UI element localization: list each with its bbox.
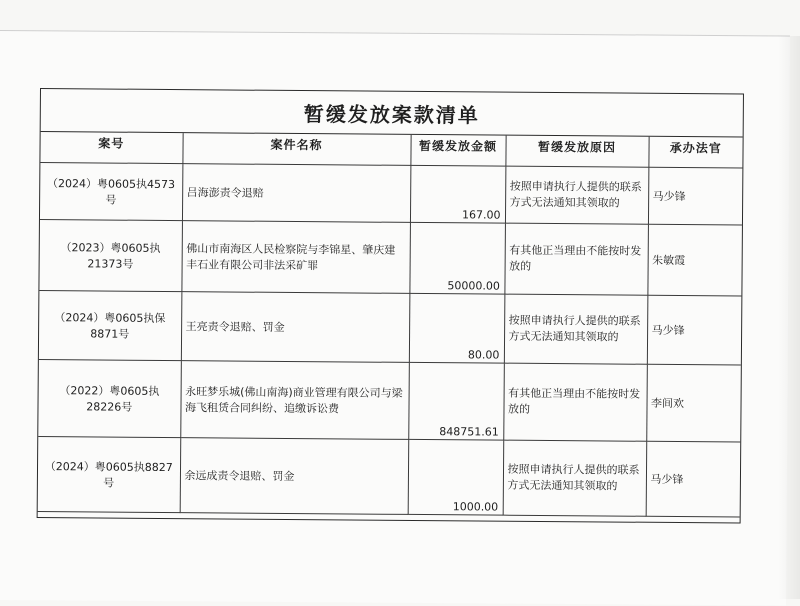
case-no-cell: （2022）粤0605执28226号 <box>38 359 181 437</box>
case-name-cell: 王亮责令退赔、罚金 <box>181 292 410 363</box>
judge-cell: 朱敏霞 <box>647 224 742 296</box>
reason-cell: 有其他正当理由不能按时发放的 <box>503 363 647 441</box>
amount-cell: 167.00 <box>410 165 505 223</box>
judge-cell: 马少锋 <box>648 167 742 225</box>
document-sheet <box>37 88 744 524</box>
header-case-no: 案号 <box>40 132 182 164</box>
case-name-cell: 永旺梦乐城(佛山南海)商业管理有限公司与梁海飞租赁合同纠纷、追缴诉讼费 <box>180 361 409 440</box>
table-row <box>38 359 741 442</box>
document-title: 暂缓发放案款清单 <box>41 89 743 138</box>
reason-cell: 有其他正当理由不能按时发放的 <box>504 223 648 295</box>
table-row <box>40 163 742 226</box>
judge-cell: 马少锋 <box>646 441 741 517</box>
case-no-cell: （2023）粤0605执21373号 <box>39 220 182 292</box>
table-row <box>38 436 741 517</box>
case-funds-table <box>38 132 743 518</box>
reason-cell: 按照申请执行人提供的联系方式无法通知其领取的 <box>504 294 648 364</box>
header-judge: 承办法官 <box>648 137 742 168</box>
table-row <box>39 291 742 366</box>
case-name-cell: 佛山市南海区人民检察院与李锦星、肇庆建丰石业有限公司非法采矿罪 <box>181 221 410 294</box>
reason-cell: 按照申请执行人提供的联系方式无法通知其领取的 <box>503 440 647 516</box>
amount-cell: 848751.61 <box>408 362 504 440</box>
case-no-cell: （2024）粤0605执8827号 <box>38 436 181 512</box>
amount-cell: 1000.00 <box>408 439 504 515</box>
case-name-cell: 余远成责令退赔、罚金 <box>180 438 409 515</box>
judge-cell: 马少锋 <box>647 295 742 365</box>
case-name-cell: 吕海澎责令退赔 <box>182 164 410 223</box>
judge-cell: 李间欢 <box>646 364 741 442</box>
case-no-cell: （2024）粤0605执4573号 <box>40 163 182 221</box>
header-reason: 暂缓发放原因 <box>505 136 648 168</box>
amount-cell: 50000.00 <box>409 222 505 294</box>
reason-cell: 按照申请执行人提供的联系方式无法通知其领取的 <box>505 166 648 224</box>
case-no-cell: （2024）粤0605执保8871号 <box>39 291 182 361</box>
table-row <box>39 220 742 297</box>
header-case-name: 案件名称 <box>182 133 410 165</box>
header-amount: 暂缓发放金额 <box>410 135 505 166</box>
scan-shadow <box>778 36 800 599</box>
amount-cell: 80.00 <box>409 293 505 363</box>
